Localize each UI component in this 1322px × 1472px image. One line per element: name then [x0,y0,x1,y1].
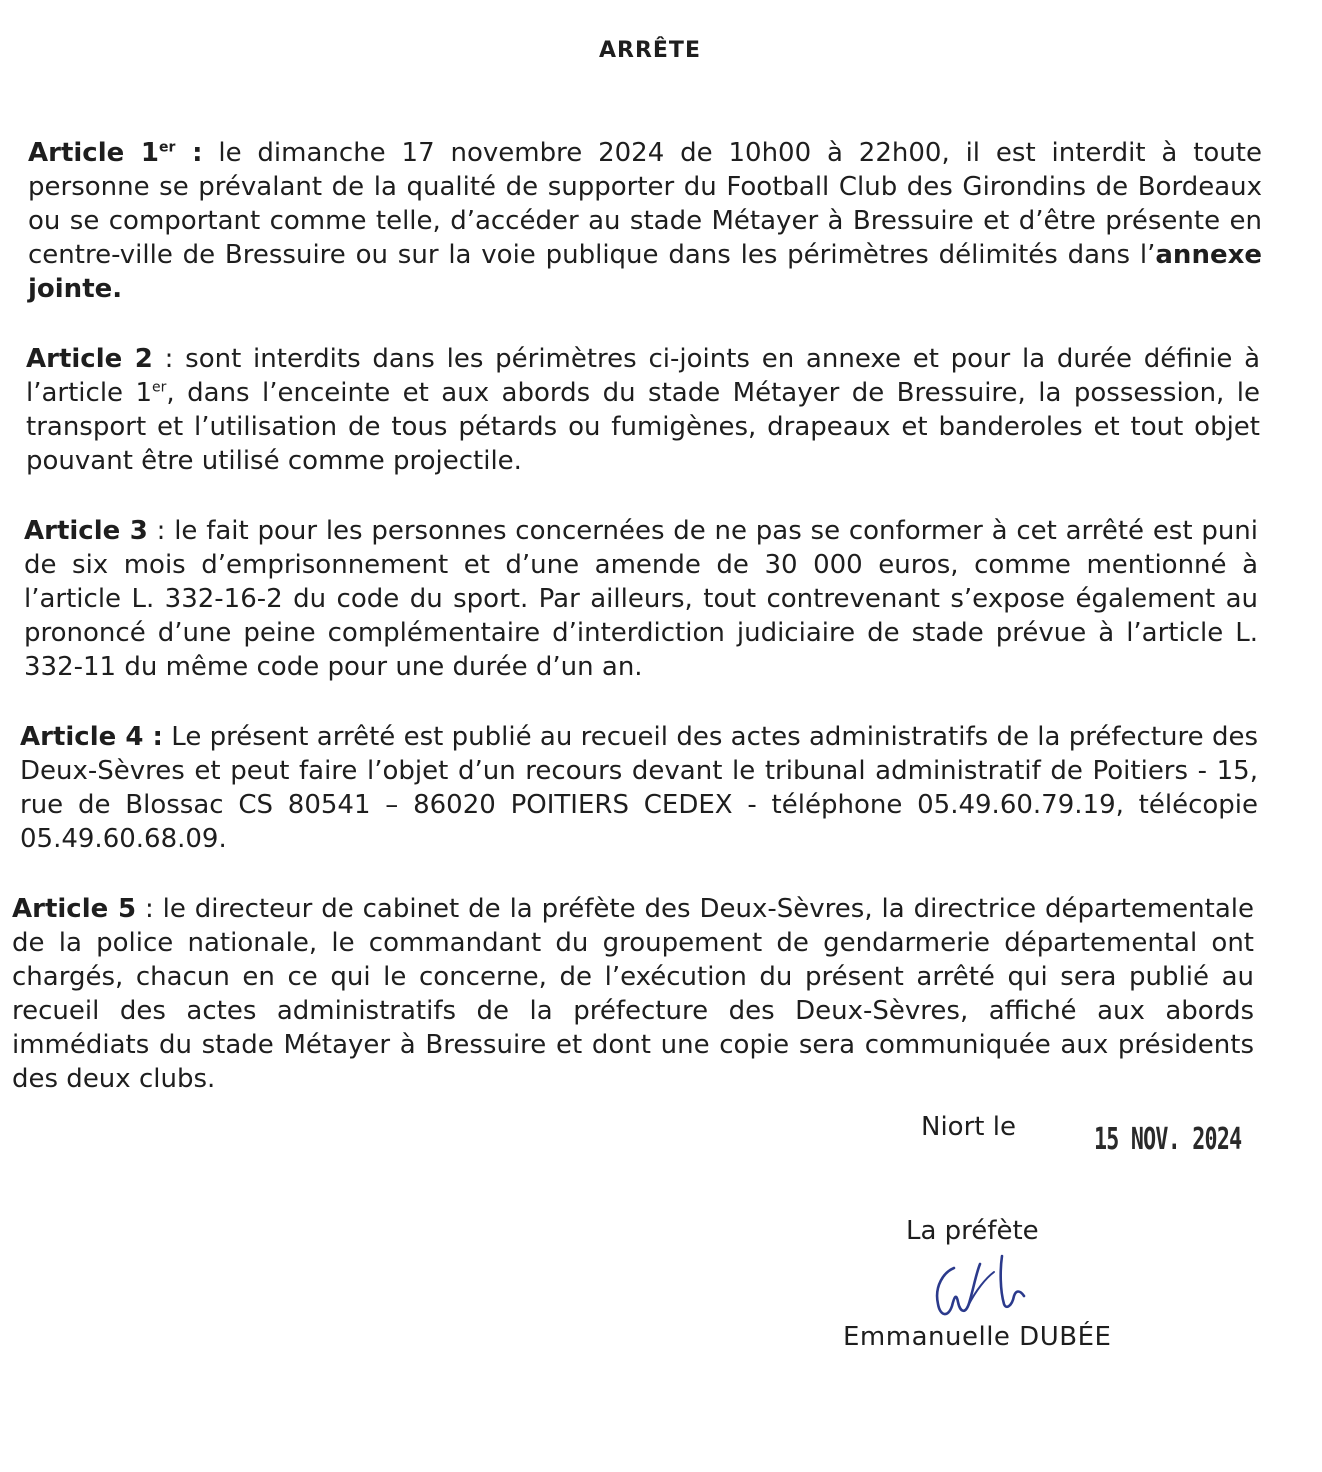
article-3-text: : le fait pour les personnes concernées de ne pas se conformer à cet arrêté est puni de six mois d’emprisonnement et d’une amende de 30 000 euros, comme mentionné à l’article L. 332-16-2 du code du sport. Par ailleurs, tout contrevenant s’expose également au prononcé d’une peine complémentaire d’interdiction judiciaire de stade prévue à l’article L. 332-11 du même code pour une durée d’un an. [24,516,1259,682]
article-5 [12,892,1254,1096]
article-1-label: Article 1er : [28,138,203,168]
signature-stroke-2 [1001,1256,1024,1307]
article-1-annex-reference: annexe jointe. [28,240,1262,304]
date-stamp: 15 NOV. 2024 [1094,1122,1242,1157]
article-4-label: Article 4 : [20,722,163,752]
article-1-text: le dimanche 17 novembre 2024 de 10h00 à 22h00, il est interdit à toute personne se prévalant de la qualité de supporter du Football Club des Girondins de Bordeaux ou se comportant comme telle, d’accéder au stade Métayer à Bressuire et d’être présente en centre-ville de Bressuire ou sur la voie publique dans les périmètres délimités dans l’ [28,138,1262,270]
page-title: ARRÊTE [599,38,701,63]
article-3 [24,514,1258,684]
article-2 [26,342,1260,478]
article-3-label: Article 3 [24,516,148,546]
article-1 [28,136,1262,306]
signature-stroke-1 [937,1264,980,1314]
signatory-title: La préfète [906,1216,1039,1246]
article-2-text: : sont interdits dans les périmètres ci-joints en annexe et pour la durée définie à l’article 1er, dans l’enceinte et aux abords du stade Métayer de Bressuire, la possession, le transport et l’utilisation de tous pétards ou fumigènes, drapeaux et banderoles et tout objet pouvant être utilisé comme projectile. [26,344,1260,476]
article-4 [20,720,1258,856]
signatory-name: Emmanuelle DUBÉE [843,1322,1112,1352]
article-4-text: Le présent arrêté est publié au recueil des actes administratifs de la préfecture des Deux-Sèvres et peut faire l’objet d’un recours devant le tribunal administratif de Poitiers - 15, rue de Blossac CS 80541 – 86020 POITIERS CEDEX - téléphone 05.49.60.79.19, télécopie 05.49.60.68.09. [20,722,1259,854]
article-5-label: Article 5 [12,894,137,924]
article-5-text: : le directeur de cabinet de la préfète des Deux-Sèvres, la directrice départementale de la police nationale, le commandant du groupement de gendarmerie départemental ont chargés, chacun en ce qui le concerne, de l’exécution du présent arrêté qui sera publié au recueil des actes administratifs de la préfecture des Deux-Sèvres, affiché aux abords immédiats du stade Métayer à Bressuire et dont une copie sera communiquée aux présidents des deux clubs. [12,894,1254,1094]
article-2-label: Article 2 [26,344,153,374]
place-date-label: Niort le [921,1112,1016,1142]
